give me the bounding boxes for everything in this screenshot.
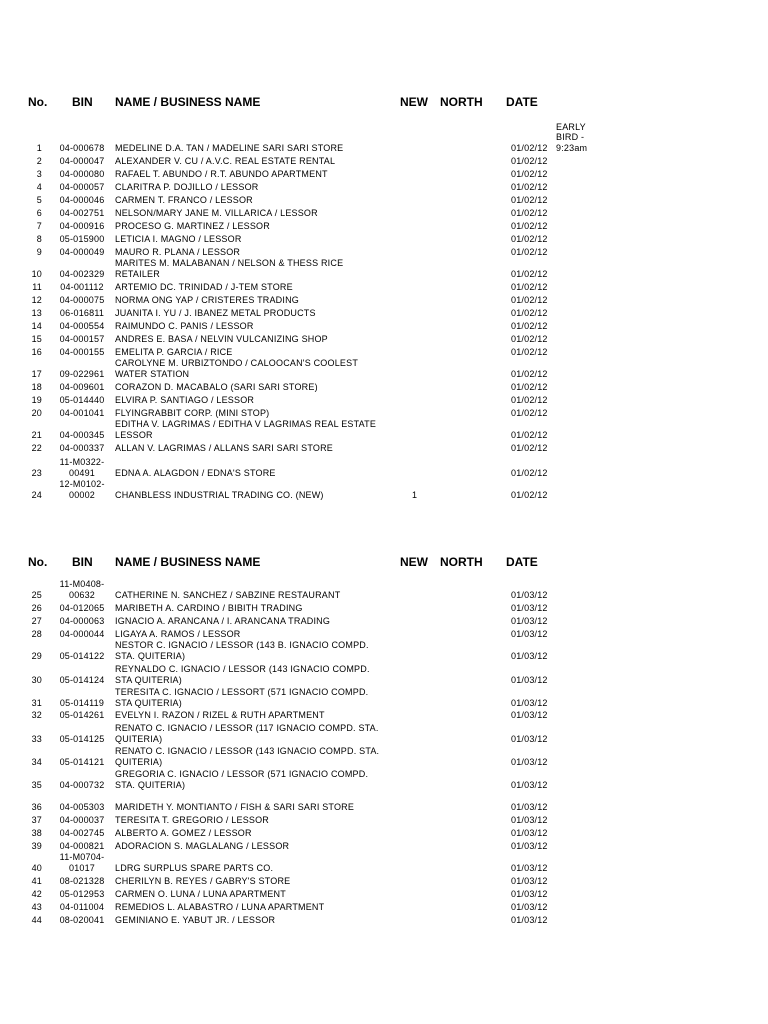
row-business-name: GREGORIA C. IGNACIO / LESSOR (571 IGNACIO COMPD. STA. QUITERIA) [115,769,369,790]
row-date: 01/03/12 [511,814,548,825]
row-date: 01/02/12 [511,442,548,453]
row-number: 25 [31,589,42,600]
row-number: 41 [31,875,42,886]
row-business-name: JUANITA I. YU / J. IBANEZ METAL PRODUCTS [115,307,316,318]
row-business-name: ARTEMIO DC. TRINIDAD / J-TEM STORE [115,281,293,292]
row-date: 01/02/12 [511,320,548,331]
row-number: 34 [31,756,42,767]
row-number: 19 [31,394,42,405]
header-name: NAME / BUSINESS NAME [115,555,261,569]
row-bin: 04-000080 [59,168,105,179]
row-date: 01/03/12 [511,914,548,925]
row-bin: 04-012065 [59,602,105,613]
row-business-name: ELVIRA P. SANTIAGO / LESSOR [115,394,255,405]
row-business-name: ADORACION S. MAGLALANG / LESSOR [115,840,290,851]
row-number: 20 [31,407,42,418]
row-date: 01/03/12 [511,709,548,720]
row-number: 10 [31,268,42,279]
row-business-name: LDRG SURPLUS SPARE PARTS CO. [115,862,274,873]
row-number: 3 [36,168,42,179]
row-new-count: 1 [412,489,418,500]
row-date: 01/02/12 [511,381,548,392]
row-business-name: PROCESO G. MARTINEZ / LESSOR [115,220,270,231]
row-bin: 08-020041 [59,914,105,925]
row-bin: 04-000345 [59,429,105,440]
row-number: 43 [31,901,42,912]
row-business-name: GEMINIANO E. YABUT JR. / LESSOR [115,914,276,925]
row-business-name: MARITES M. MALABANAN / NELSON & THESS RICE RETAILER [115,258,344,279]
row-date: 01/03/12 [511,589,548,600]
header-new: NEW [400,555,428,569]
row-business-name: ALLAN V. LAGRIMAS / ALLANS SARI SARI STORE [115,442,333,453]
row-bin: 11-M0704-01017 [59,852,105,873]
header-north: NORTH [440,95,483,109]
row-date: 01/02/12 [511,181,548,192]
row-date: 01/02/12 [511,168,548,179]
table-row [0,885,768,925]
row-number: 13 [31,307,42,318]
row-date: 01/03/12 [511,650,548,661]
row-bin: 06-016811 [59,307,105,318]
row-bin: 04-000554 [59,320,105,331]
row-bin: 04-000821 [59,840,105,851]
row-number: 32 [31,709,42,720]
row-bin: 05-014440 [59,394,105,405]
row-number: 6 [36,207,42,218]
row-business-name: MEDELINE D.A. TAN / MADELINE SARI SARI STORE [115,142,344,153]
row-business-name: LETICIA I. MAGNO / LESSOR [115,233,242,244]
row-number: 14 [31,320,42,331]
row-number: 28 [31,628,42,639]
row-date: 01/02/12 [511,155,548,166]
row-business-name: CHERILYN B. REYES / GABRY'S STORE [115,875,291,886]
row-bin: 05-014125 [59,733,105,744]
row-number: 16 [31,346,42,357]
header-bin: BIN [72,555,93,569]
table-section-1 [0,95,768,500]
row-business-name: RAFAEL T. ABUNDO / R.T. ABUNDO APARTMENT [115,168,328,179]
row-business-name: RENATO C. IGNACIO / LESSOR (143 IGNACIO COMPD. STA. QUITERIA) [115,746,380,767]
row-business-name: TERESITA T. GREGORIO / LESSOR [115,814,270,825]
row-business-name: CLARITRA P. DOJILLO / LESSOR [115,181,259,192]
header-new: NEW [400,95,428,109]
row-date: 01/02/12 [511,394,548,405]
row-bin: 04-000047 [59,155,105,166]
row-bin: 04-005303 [59,801,105,812]
row-number: 40 [31,862,42,873]
row-number: 2 [36,155,42,166]
header-no: No. [28,555,48,569]
row-date: 01/02/12 [511,333,548,344]
row-bin: 04-002751 [59,207,105,218]
row-date: 01/03/12 [511,697,548,708]
row-date: 01/03/12 [511,888,548,899]
row-business-name: MARIDETH Y. MONTIANTO / FISH & SARI SARI STORE [115,801,355,812]
row-business-name: CATHERINE N. SANCHEZ / SABZINE RESTAURANT [115,589,341,600]
row-business-name: MARIBETH A. CARDINO / BIBITH TRADING [115,602,303,613]
row-number: 23 [31,467,42,478]
row-bin: 04-000057 [59,181,105,192]
row-number: 35 [31,779,42,790]
row-business-name: EDNA A. ALAGDON / EDNA'S STORE [115,467,276,478]
row-number: 8 [36,233,42,244]
row-date: 01/03/12 [511,875,548,886]
row-business-name: TERESITA C. IGNACIO / LESSORT (571 IGNACIO COMPD. STA QUITERIA) [115,687,369,708]
row-business-name: FLYINGRABBIT CORP. (MINI STOP) [115,407,270,418]
row-business-name: CAROLYNE M. URBIZTONDO / CALOOCAN'S COOLEST WATER STATION [115,358,358,379]
row-bin: 09-022961 [59,368,105,379]
row-date: 01/02/12 [511,246,548,257]
row-number: 17 [31,368,42,379]
row-note: EARLY BIRD - 9:23am [556,121,588,153]
row-date: 01/03/12 [511,840,548,851]
row-bin: 04-000075 [59,294,105,305]
row-business-name: NELSON/MARY JANE M. VILLARICA / LESSOR [115,207,318,218]
row-business-name: CORAZON D. MACABALO (SARI SARI STORE) [115,381,318,392]
row-bin: 04-001112 [60,281,104,292]
row-number: 4 [36,181,42,192]
row-business-name: ALBERTO A. GOMEZ / LESSOR [115,827,252,838]
row-date: 01/03/12 [511,827,548,838]
row-number: 12 [31,294,42,305]
row-business-name: IGNACIO A. ARANCANA / I. ARANCANA TRADING [115,615,331,626]
row-bin: 05-012953 [59,888,105,899]
row-date: 01/02/12 [511,207,548,218]
row-date: 01/03/12 [511,674,548,685]
row-number: 38 [31,827,42,838]
row-business-name: REYNALDO C. IGNACIO / LESSOR (143 IGNACIO COMPD. STA QUITERIA) [115,664,370,685]
row-date: 01/02/12 [511,268,548,279]
row-bin: 04-000732 [59,779,105,790]
row-number: 30 [31,674,42,685]
row-date: 01/02/12 [511,346,548,357]
row-business-name: CARMEN O. LUNA / LUNA APARTMENT [115,888,286,899]
row-number: 36 [31,801,42,812]
row-business-name: RENATO C. IGNACIO / LESSOR (117 IGNACIO COMPD. STA. QUITERIA) [115,723,379,744]
row-business-name: NORMA ONG YAP / CRISTERES TRADING [115,294,299,305]
row-bin: 04-002329 [59,268,105,279]
row-date: 01/02/12 [511,407,548,418]
row-bin: 05-014261 [59,709,105,720]
row-date: 01/03/12 [511,756,548,767]
row-date: 01/02/12 [511,281,548,292]
header-north: NORTH [440,555,483,569]
row-date: 01/02/12 [511,294,548,305]
row-number: 18 [31,381,42,392]
row-bin: 05-014124 [59,674,105,685]
header-no: No. [28,95,48,109]
table-section-2 [0,555,768,925]
header-name: NAME / BUSINESS NAME [115,95,261,109]
row-date: 01/03/12 [511,733,548,744]
row-date: 01/03/12 [511,801,548,812]
row-number: 7 [36,220,42,231]
row-business-name: CHANBLESS INDUSTRIAL TRADING CO. (NEW) [115,489,324,500]
row-bin: 04-011004 [59,901,105,912]
row-number: 44 [31,914,42,925]
row-date: 01/03/12 [511,615,548,626]
row-business-name: EVELYN I. RAZON / RIZEL & RUTH APARTMENT [115,709,325,720]
row-number: 27 [31,615,42,626]
row-date: 01/02/12 [511,142,548,153]
row-bin: 05-014121 [59,756,105,767]
row-date: 01/02/12 [511,368,548,379]
row-business-name: EMELITA P. GARCIA / RICE [115,346,233,357]
header-date: DATE [506,555,538,569]
row-bin: 04-000046 [59,194,105,205]
row-number: 21 [31,429,42,440]
row-bin: 05-015900 [59,233,105,244]
row-bin: 11-M0408-00632 [59,579,105,600]
row-business-name: NESTOR C. IGNACIO / LESSOR (143 B. IGNACIO COMPD. STA. QUITERIA) [115,640,369,661]
row-bin: 04-000337 [59,442,105,453]
row-date: 01/03/12 [511,901,548,912]
row-bin: 04-000157 [59,333,105,344]
row-number: 15 [31,333,42,344]
row-bin: 04-000049 [59,246,105,257]
row-number: 26 [31,602,42,613]
row-number: 11 [32,281,42,292]
header-bin: BIN [72,95,93,109]
row-bin: 05-014122 [59,650,105,661]
row-bin: 08-021328 [59,875,105,886]
row-bin: 04-001041 [59,407,105,418]
row-date: 01/02/12 [511,307,548,318]
row-business-name: ALEXANDER V. CU / A.V.C. REAL ESTATE RENTAL [115,155,336,166]
row-business-name: LIGAYA A. RAMOS / LESSOR [115,628,241,639]
row-number: 42 [31,888,42,899]
row-date: 01/02/12 [511,489,548,500]
row-number: 37 [31,814,42,825]
row-business-name: ANDRES E. BASA / NELVIN VULCANIZING SHOP [115,333,328,344]
row-number: 5 [36,194,42,205]
table-row [0,460,768,500]
row-date: 01/03/12 [511,628,548,639]
row-date: 01/03/12 [511,602,548,613]
row-date: 01/02/12 [511,220,548,231]
row-number: 29 [31,650,42,661]
row-bin: 04-000155 [59,346,105,357]
row-number: 1 [36,142,42,153]
header-date: DATE [506,95,538,109]
row-business-name: REMEDIOS L. ALABASTRO / LUNA APARTMENT [115,901,325,912]
row-date: 01/03/12 [511,862,548,873]
row-number: 31 [31,697,42,708]
row-bin: 11-M0322-00491 [59,457,105,478]
row-bin: 04-009601 [59,381,105,392]
row-number: 39 [31,840,42,851]
row-business-name: RAIMUNDO C. PANIS / LESSOR [115,320,254,331]
row-date: 01/02/12 [511,429,548,440]
row-number: 9 [36,246,42,257]
row-date: 01/02/12 [511,194,548,205]
row-bin: 04-000044 [59,628,105,639]
row-bin: 12-M0102-00002 [59,479,105,500]
row-business-name: CARMEN T. FRANCO / LESSOR [115,194,253,205]
row-business-name: MAURO R. PLANA / LESSOR [115,246,241,257]
row-number: 33 [31,733,42,744]
row-bin: 04-000063 [59,615,105,626]
row-date: 01/02/12 [511,467,548,478]
row-number: 22 [31,442,42,453]
row-number: 24 [31,489,42,500]
row-date: 01/03/12 [511,779,548,790]
row-date: 01/02/12 [511,233,548,244]
row-bin: 05-014119 [59,697,105,708]
row-business-name: EDITHA V. LAGRIMAS / EDITHA V LAGRIMAS REAL ESTATE LESSOR [115,419,377,440]
row-bin: 04-002745 [59,827,105,838]
row-bin: 04-000916 [59,220,105,231]
row-bin: 04-000678 [59,142,105,153]
row-bin: 04-000037 [59,814,105,825]
table-header [0,95,768,113]
